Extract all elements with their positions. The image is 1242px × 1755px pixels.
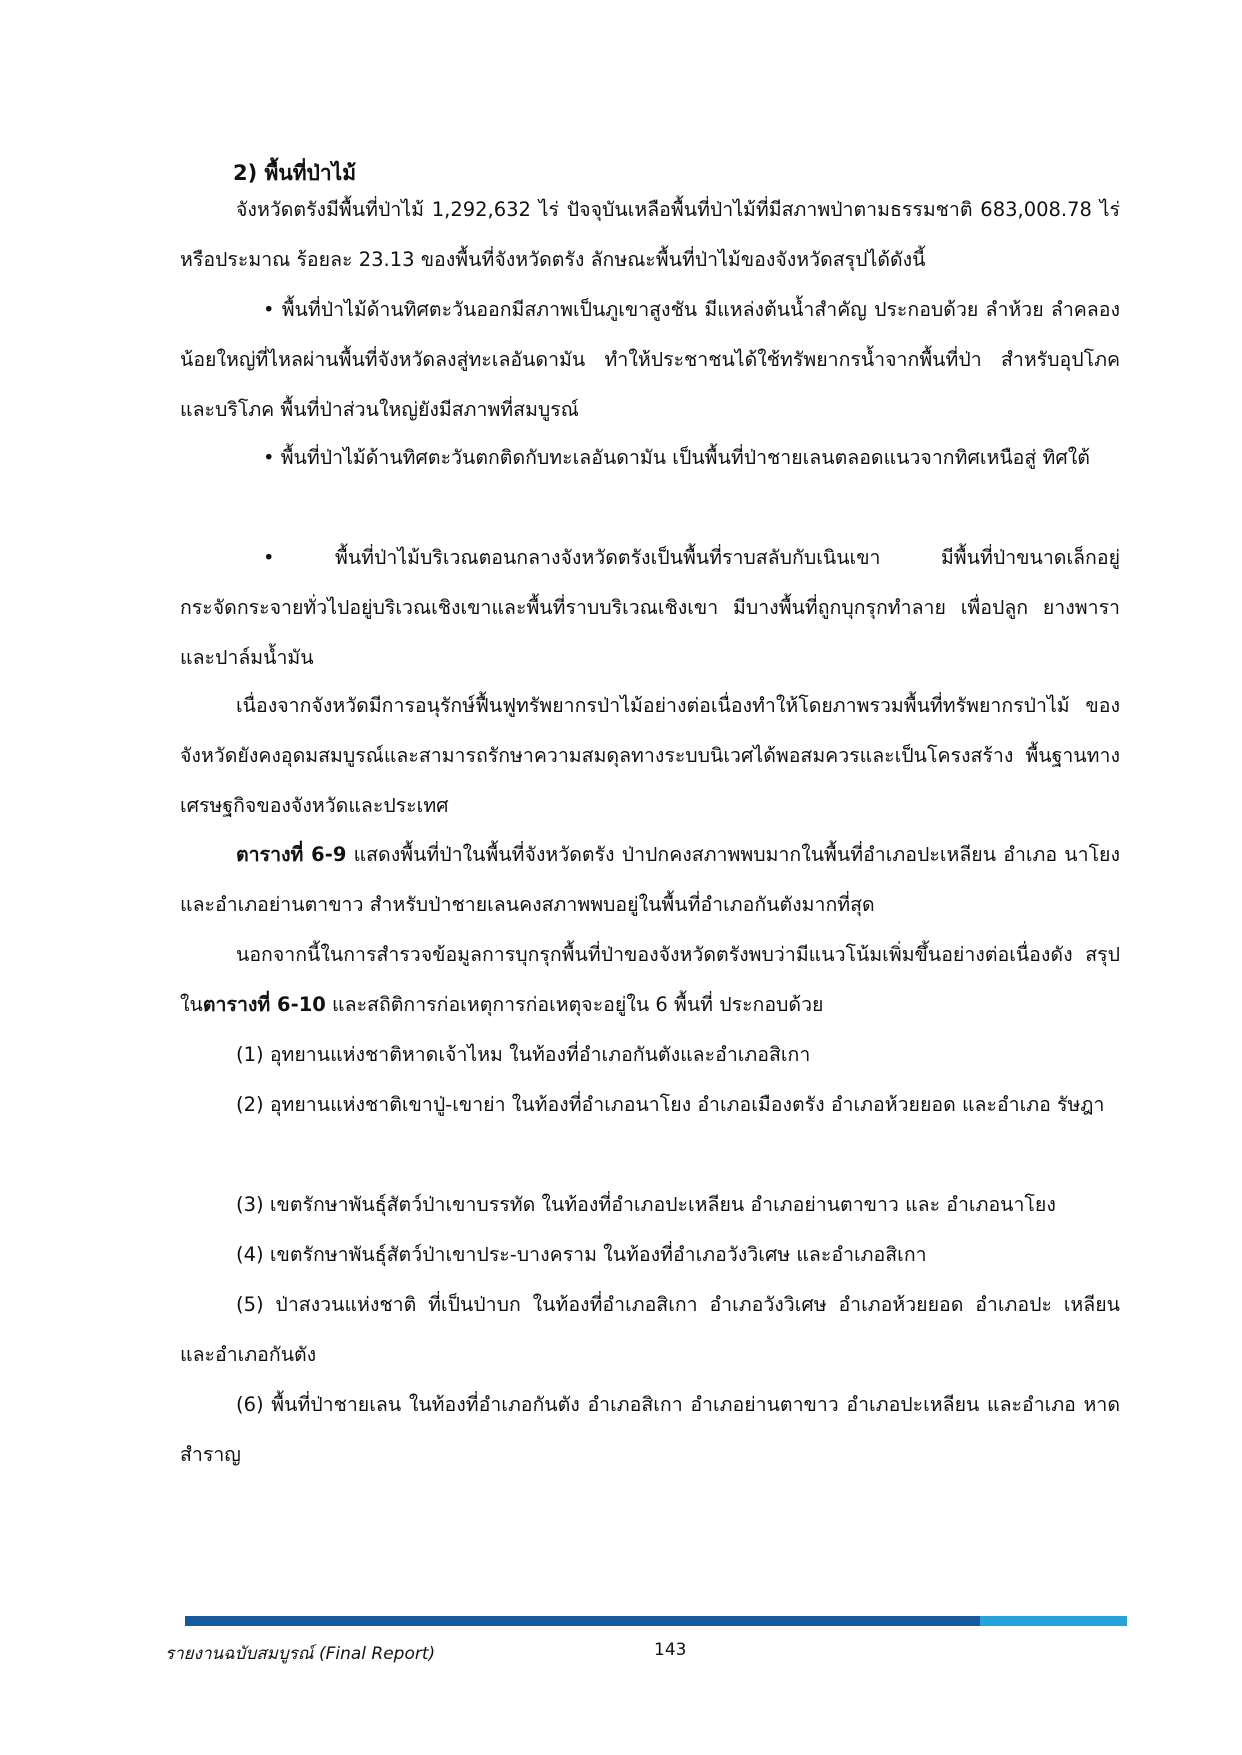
paragraph-conservation: เนื่องจากจังหวัดมีการอนุรักษ์ฟื้นฟูทรัพยากรป่าไม้อย่างต่อเนื่องทำให้โดยภาพรวมพื้นที่ทรัพยากรป่าไม้ ของจังหวัดยังคงอุดมสมบูรณ์และสามารถรักษาความสมดุลทางระบบนิเวศได้พอสมควรและเป็นโครงสร้าง พื้นฐานทางเศรษฐกิจของจังหวัดและประเทศ xyxy=(180,694,1120,817)
table-ref-6-10: ตารางที่ 6-10 xyxy=(202,993,326,1016)
paragraph-forest-area: จังหวัดตรังมีพื้นที่ป่าไม้ 1,292,632 ไร่ ปัจจุบันเหลือพื้นที่ป่าไม้ที่มีสภาพป่าตามธรรมชาติ 683,008.78 ไร่ หรือประมาณ ร้อยละ 23.13 ของพื้นที่จังหวัดตรัง ลักษณะพื้นที่ป่าไม้ของจังหวัดสรุปได้ดังนี้ xyxy=(180,198,1120,271)
footer-report-title: รายงานฉบับสมบูรณ์ (Final Report) xyxy=(165,1644,436,1664)
list-item-3: (3) เขตรักษาพันธุ์สัตว์ป่าเขาบรรทัด ในท้องที่อำเภอปะเหลียน อำเภอย่านตาขาว และ อำเภอนาโยง xyxy=(236,1193,1056,1216)
section-heading: 2) พื้นที่ป่าไม้ xyxy=(233,161,357,185)
table-ref-6-9: ตารางที่ 6-9 xyxy=(236,843,347,866)
paragraph-encroachment-rest: และสถิติการก่อเหตุการก่อเหตุจะอยู่ใน 6 พื้นที่ ประกอบด้วย xyxy=(325,993,824,1016)
footer-bar-dark xyxy=(185,1616,980,1626)
list-item-2: (2) อุทยานแห่งชาติเขาปู่-เขาย่า ในท้องที่อำเภอนาโยง อำเภอเมืองตรัง อำเภอห้วยยอด และอำเภอ รัษฎา xyxy=(236,1093,1105,1116)
bullet-central-forest: • พื้นที่ป่าไม้บริเวณตอนกลางจังหวัดตรังเป็นพื้นที่ราบสลับกับเนินเขา มีพื้นที่ป่าขนาดเล็กอยู่ กระจัดกระจายทั่วไปอยู่บริเวณเชิงเขาและพื้นที่ราบบริเวณเชิงเขา มีบางพื้นที่ถูกบุกรุกทำลาย เพื่อปลูก ยางพาราและปาล์มน้ำมัน xyxy=(180,546,1120,669)
bullet-west-forest: • พื้นที่ป่าไม้ด้านทิศตะวันตกติดกับทะเลอันดามัน เป็นพื้นที่ป่าชายเลนตลอดแนวจากทิศเหนือสู่ ทิศใต้ xyxy=(263,446,1090,469)
list-item-5: (5) ป่าสงวนแห่งชาติ ที่เป็นป่าบก ในท้องที่อำเภอสิเกา อำเภอวังวิเศษ อำเภอห้วยยอด อำเภอปะ เหลียน และอำเภอกันตัง xyxy=(180,1293,1120,1366)
list-item-6: (6) พื้นที่ป่าชายเลน ในท้องที่อำเภอกันตัง อำเภอสิเกา อำเภอย่านตาขาว อำเภอปะเหลียน และอำเภอ หาดสำราญ xyxy=(180,1393,1120,1466)
list-item-1: (1) อุทยานแห่งชาติหาดเจ้าไหม ในท้องที่อำเภอกันตังและอำเภอสิเกา xyxy=(236,1043,811,1066)
paragraph-table-6-9 xyxy=(180,830,1120,930)
paragraph-encroachment xyxy=(180,930,1120,1030)
paragraph-table-6-9-text: แสดงพื้นที่ป่าในพื้นที่จังหวัดตรัง ป่าปกคงสภาพพบมากในพื้นที่อำเภอปะเหลียน อำเภอ นาโยงและอำเภอย่านตาขาว สำหรับป่าชายเลนคงสภาพพบอยู่ในพื้นที่อำเภอกันตังมากที่สุด xyxy=(180,843,1120,916)
page-number: 143 xyxy=(654,1640,687,1660)
paragraph-encroachment-text: นอกจากนี้ในการสำรวจข้อมูลการบุกรุกพื้นที่ป่าของจังหวัดตรังพบว่ามีแนวโน้มเพิ่มขึ้นอย่างต่อเนื่องดัง สรุปใน xyxy=(180,943,1120,1016)
footer-bar-light xyxy=(980,1616,1127,1626)
bullet-east-forest: • พื้นที่ป่าไม้ด้านทิศตะวันออกมีสภาพเป็นภูเขาสูงชัน มีแหล่งต้นน้ำสำคัญ ประกอบด้วย ลำห้วย ลำคลองน้อยใหญ่ที่ไหลผ่านพื้นที่จังหวัดลงสู่ทะเลอันดามัน ทำให้ประชาชนได้ใช้ทรัพยากรน้ำจากพื้นที่ป่า สำหรับอุปโภคและบริโภค พื้นที่ป่าส่วนใหญ่ยังมีสภาพที่สมบูรณ์ xyxy=(180,298,1120,421)
list-item-4: (4) เขตรักษาพันธุ์สัตว์ป่าเขาประ-บางคราม ในท้องที่อำเภอวังวิเศษ และอำเภอสิเกา xyxy=(236,1243,927,1266)
